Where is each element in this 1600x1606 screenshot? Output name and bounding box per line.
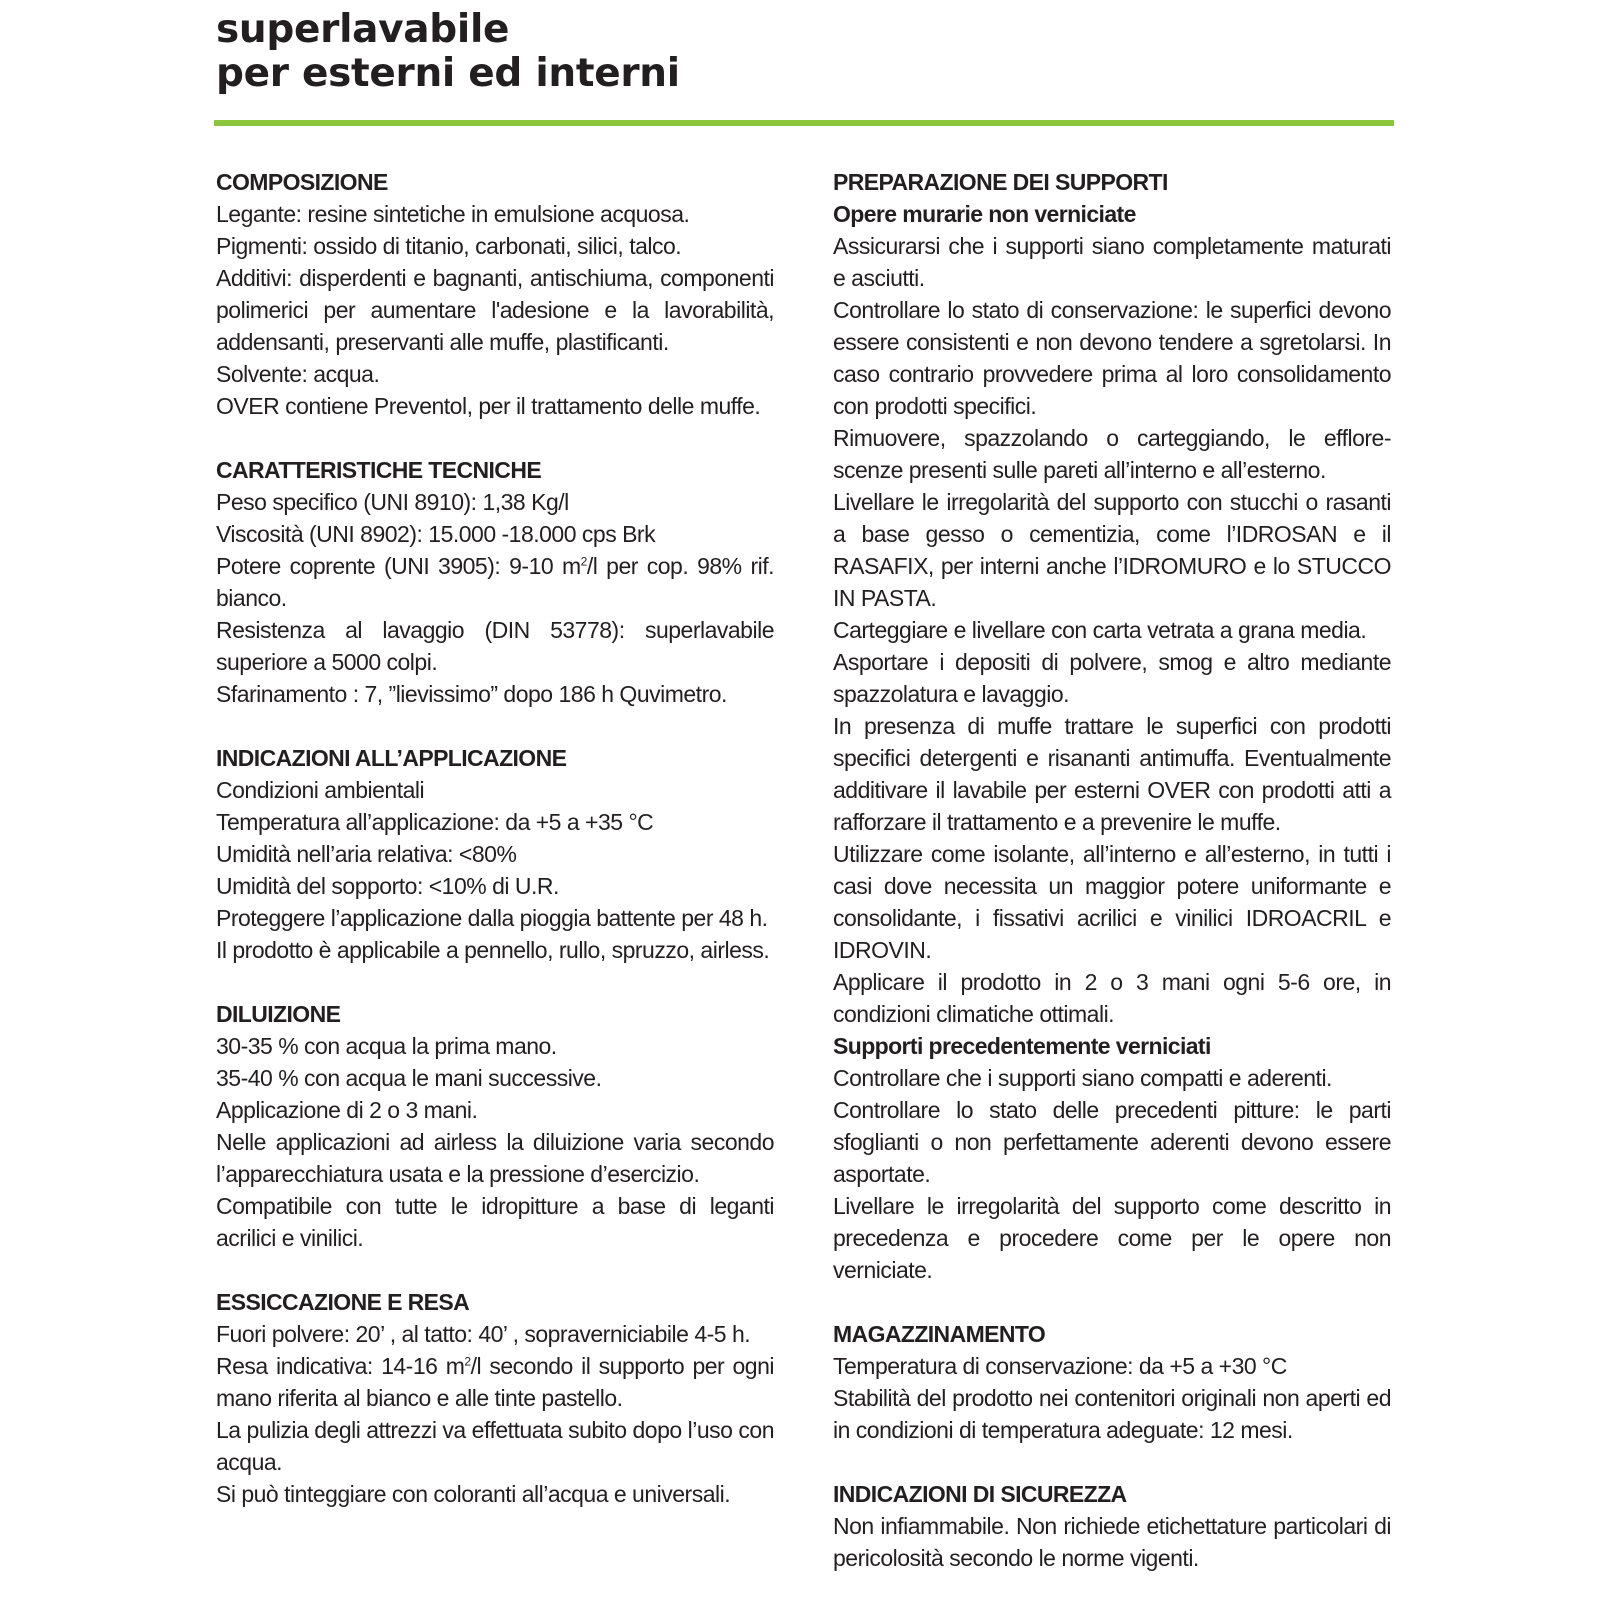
section-essiccazione <box>216 1286 774 1510</box>
paragraph: Pigmenti: ossido di titanio, carbonati, silici, talco. <box>216 233 682 259</box>
paragraph: Assicurarsi che i supporti siano completamente maturati e asciutti. <box>833 233 1391 291</box>
paragraph: Umidità nell’aria relativa: <80% <box>216 841 517 867</box>
title-line-1: superlavabile <box>216 7 510 52</box>
section-title: DILUIZIONE <box>216 1001 341 1027</box>
subsection-title: Opere murarie non verniciate <box>833 201 1136 227</box>
title-line-2: per esterni ed interni <box>216 51 680 96</box>
subsection-title: Supporti precedentemente verniciati <box>833 1033 1211 1059</box>
paragraph: Umidità del sopporto: <10% di U.R. <box>216 873 559 899</box>
paragraph: Resistenza al lavaggio (DIN 53778): superlavabile superiore a 5000 colpi. <box>216 617 774 675</box>
paragraph: Stabilità del prodotto nei contenitori originali non aperti ed in condizioni di temperatura adeguate: 12 mesi. <box>833 1385 1391 1443</box>
paragraph: Nelle applicazioni ad airless la diluizione varia secondo l’apparecchiatura usata e la pressione d’esercizio. <box>216 1129 774 1187</box>
section-composizione <box>216 166 774 422</box>
text-fragment: Potere coprente (UNI 3905): 9-10 m <box>216 553 581 579</box>
section-diluizione <box>216 998 774 1254</box>
paragraph: Si può tinteggiare con coloranti all’acqua e universali. <box>216 1481 731 1507</box>
text-fragment: Resa indicativa: 14-16 m <box>216 1353 465 1379</box>
section-title: INDICAZIONI ALL’APPLICAZIONE <box>216 745 567 771</box>
paragraph: In presenza di muffe trattare le superfici con prodotti specifici detergenti e risananti antimuffa. Eventualmente additivare il lavabile per esterni OVER con prodotti atti a rafforzare il trattamento e a prevenire le muffe. <box>833 713 1391 835</box>
header-divider <box>214 120 1394 126</box>
paragraph: Condizioni ambientali <box>216 777 425 803</box>
page-header <box>216 8 680 96</box>
paragraph: Fuori polvere: 20’ , al tatto: 40’ , sopraverniciabile 4-5 h. <box>216 1321 751 1347</box>
section-title: COMPOSIZIONE <box>216 169 388 195</box>
left-column <box>216 166 774 1542</box>
paragraph: Utilizzare come isolante, all’interno e all’esterno, in tutti i casi dove necessita un maggior potere uniformante e consolidante, i fissativi acrilici e vinilici IDROACRIL e IDROVIN. <box>833 841 1391 963</box>
section-title: PREPARAZIONE DEI SUPPORTI <box>833 169 1168 195</box>
superscript: 2 <box>464 1354 471 1369</box>
paragraph: Compatibile con tutte le idropitture a base di leganti acrilici e vinilici. <box>216 1193 774 1251</box>
paragraph: Livellare le irregolarità del supporto come descritto in precedenza e procedere come per le opere non verniciate. <box>833 1193 1391 1283</box>
paragraph: Temperatura all’applicazione: da +5 a +35 °C <box>216 809 654 835</box>
paragraph: Rimuovere, spazzolando o carteggiando, le efflore-scenze presenti sulle pareti all’interno e all’esterno. <box>833 425 1391 483</box>
paragraph: Controllare che i supporti siano compatti e aderenti. <box>833 1065 1332 1091</box>
paragraph: Sfarinamento : 7, ”lievissimo” dopo 186 h Quvimetro. <box>216 681 727 707</box>
paragraph: 35-40 % con acqua le mani successive. <box>216 1065 602 1091</box>
section-sicurezza <box>833 1478 1391 1574</box>
paragraph: Il prodotto è applicabile a pennello, rullo, spruzzo, airless. <box>216 937 770 963</box>
text-fragment: /l per cop. 98% rif. bianco. <box>216 553 775 611</box>
paragraph: Peso specifico (UNI 8910): 1,38 Kg/l <box>216 489 569 515</box>
section-title: MAGAZZINAMENTO <box>833 1321 1046 1347</box>
paragraph <box>216 550 774 614</box>
paragraph: Additivi: disperdenti e bagnanti, antischiuma, componenti polimerici per aumentare l'adesione e la lavorabilità, addensanti, preservanti alle muffe, plastificanti. <box>216 265 774 355</box>
paragraph: Temperatura di conservazione: da +5 a +30 °C <box>833 1353 1287 1379</box>
paragraph: Applicare il prodotto in 2 o 3 mani ogni 5-6 ore, in condizioni climatiche ottimali. <box>833 969 1391 1027</box>
paragraph: Asportare i depositi di polvere, smog e altro mediante spazzolatura e lavaggio. <box>833 649 1391 707</box>
paragraph: Solvente: acqua. <box>216 361 380 387</box>
paragraph: Controllare lo stato delle precedenti pitture: le parti sfoglianti o non perfettamente aderenti devono essere asportate. <box>833 1097 1391 1187</box>
paragraph: Applicazione di 2 o 3 mani. <box>216 1097 478 1123</box>
text-fragment: /l secondo il supporto per ogni mano riferita al bianco e alle tinte pastello. <box>216 1353 774 1411</box>
section-caratteristiche <box>216 454 774 710</box>
section-title: CARATTERISTICHE TECNICHE <box>216 457 542 483</box>
paragraph: OVER contiene Preventol, per il trattamento delle muffe. <box>216 393 761 419</box>
paragraph: Proteggere l’applicazione dalla pioggia battente per 48 h. <box>216 905 768 931</box>
right-column <box>833 166 1391 1606</box>
paragraph: Non infiammabile. Non richiede etichettature particolari di pericolosità secondo le norme vigenti. <box>833 1513 1391 1571</box>
section-magazzinamento <box>833 1318 1391 1446</box>
paragraph: Viscosità (UNI 8902): 15.000 -18.000 cps Brk <box>216 521 656 547</box>
superscript: 2 <box>580 554 587 569</box>
section-title: INDICAZIONI DI SICUREZZA <box>833 1481 1127 1507</box>
paragraph: Controllare lo stato di conservazione: le superfici devono essere consistenti e non devono tendere a sgretolarsi. In caso contrario provvedere prima al loro consolidamento con prodotti specifici. <box>833 297 1391 419</box>
section-title: ESSICCAZIONE E RESA <box>216 1289 470 1315</box>
section-preparazione <box>833 166 1391 1286</box>
paragraph: La pulizia degli attrezzi va effettuata subito dopo l’uso con acqua. <box>216 1417 774 1475</box>
paragraph: Legante: resine sintetiche in emulsione acquosa. <box>216 201 690 227</box>
paragraph: Livellare le irregolarità del supporto con stucchi o rasanti a base gesso o cementizia, come l’IDROSAN e il RASAFIX, per interni anche l’IDROMURO e lo STUCCO IN PASTA. <box>833 489 1391 611</box>
paragraph: Carteggiare e livellare con carta vetrata a grana media. <box>833 617 1367 643</box>
paragraph <box>216 1350 774 1414</box>
section-indicazioni <box>216 742 774 966</box>
paragraph: 30-35 % con acqua la prima mano. <box>216 1033 557 1059</box>
